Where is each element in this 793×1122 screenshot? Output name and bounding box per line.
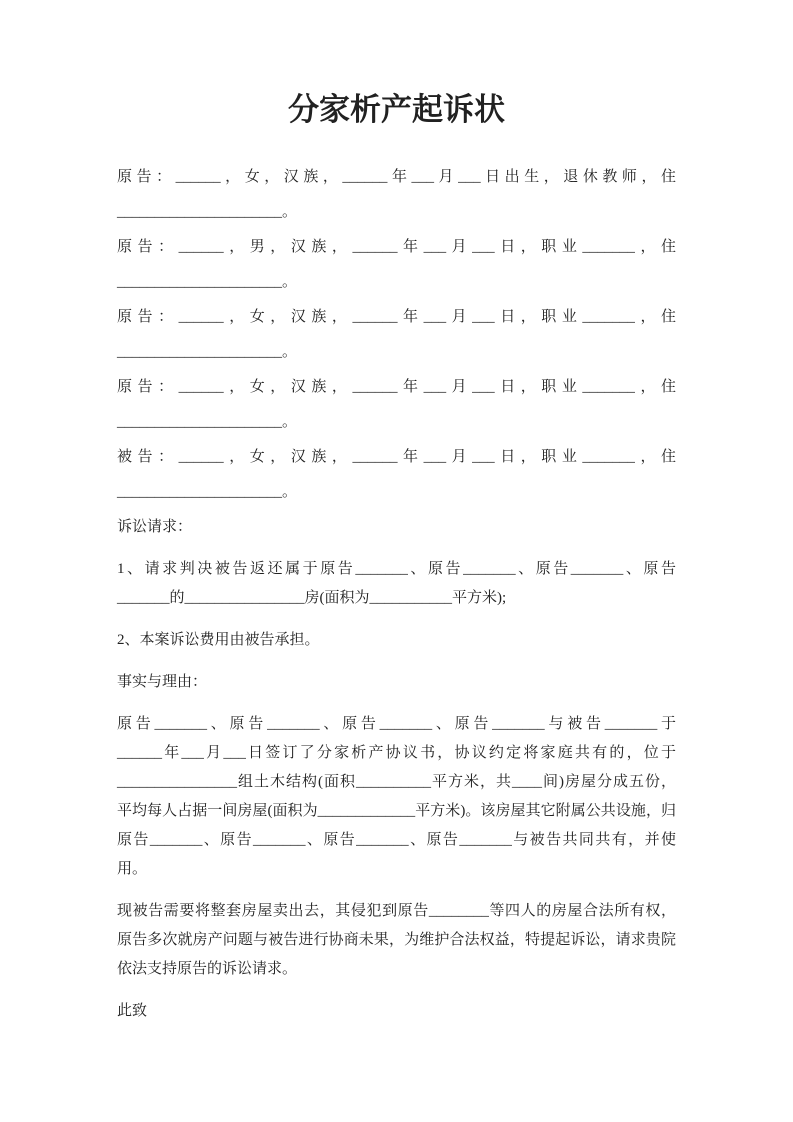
facts-line: 用。 bbox=[117, 861, 148, 877]
party-address-line: ______________________。 bbox=[117, 204, 298, 220]
party-address-line: ______________________。 bbox=[117, 414, 298, 430]
party-line: 原告：______，女，汉族，______年___月___日出生，退休教师，住 bbox=[117, 169, 676, 185]
party-paragraph bbox=[117, 440, 676, 510]
facts-line: ________________组土木结构(面积__________平方米，共____间)房屋分成五份， bbox=[117, 774, 676, 790]
party-line: 原告：______，女，汉族，______年___月___日，职业_______，住 bbox=[117, 309, 676, 325]
party-paragraph bbox=[117, 160, 676, 230]
claim-paragraph bbox=[117, 555, 676, 613]
facts-paragraph bbox=[117, 710, 676, 884]
claims-heading: 诉讼请求： bbox=[117, 519, 193, 535]
body-section bbox=[117, 513, 676, 1026]
party-line: 被告：______，女，汉族，______年___月___日，职业_______，住 bbox=[117, 449, 676, 465]
closing-line: 此致 bbox=[117, 1003, 148, 1019]
facts-line: 原告多次就房产问题与被告进行协商未果，为维护合法权益，特提起诉讼，请求贵院 bbox=[117, 932, 676, 948]
facts-line: 原告_______、原告_______、原告_______、原告_______与被告共同共有，并使 bbox=[117, 832, 676, 848]
facts-line: 现被告需要将整套房屋卖出去，其侵犯到原告________等四人的房屋合法所有权， bbox=[117, 903, 676, 919]
party-paragraph bbox=[117, 230, 676, 300]
facts-heading: 事实与理由： bbox=[117, 674, 208, 690]
facts-line: 原告_______、原告_______、原告_______、原告_______与被告_______于 bbox=[117, 716, 676, 732]
party-paragraph bbox=[117, 370, 676, 440]
facts-line: ______年___月___日签订了分家析产协议书，协议约定将家庭共有的，位于 bbox=[117, 745, 676, 761]
party-address-line: ______________________。 bbox=[117, 344, 298, 360]
party-line: 原告：______，女，汉族，______年___月___日，职业_______，住 bbox=[117, 379, 676, 395]
facts-line: 平均每人占据一间房屋(面积为_____________平方米)。该房屋其它附属公共设施，归 bbox=[117, 803, 676, 819]
party-line: 原告：______，男，汉族，______年___月___日，职业_______，住 bbox=[117, 239, 676, 255]
claim-paragraph bbox=[117, 626, 676, 655]
claim-line: 1、请求判决被告返还属于原告_______、原告_______、原告_______、原告 bbox=[117, 561, 676, 577]
party-address-line: ______________________。 bbox=[117, 484, 298, 500]
party-address-line: ______________________。 bbox=[117, 274, 298, 290]
parties-section bbox=[117, 160, 676, 510]
facts-line: 依法支持原告的诉讼请求。 bbox=[117, 961, 298, 977]
party-paragraph bbox=[117, 300, 676, 370]
facts-paragraph bbox=[117, 897, 676, 984]
claim-line: _______的________________房(面积为___________平方米); bbox=[117, 590, 507, 606]
claim-line: 2、本案诉讼费用由被告承担。 bbox=[117, 632, 320, 648]
document-title: 分家析产起诉状 bbox=[288, 92, 505, 127]
